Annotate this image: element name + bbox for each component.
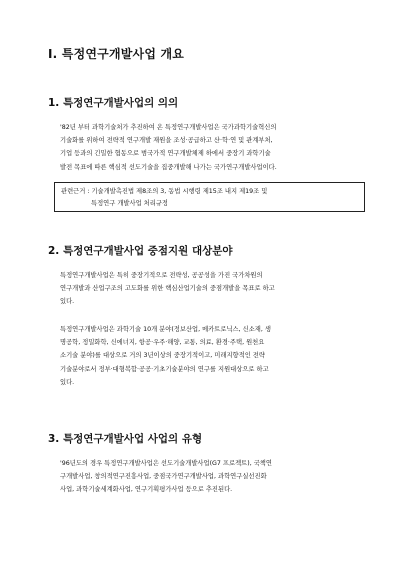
section-1-line-4: 발전 목표에 따른 핵심적 선도기술을 집중개발해 나가는 국가연구개발사업이다. — [60, 163, 277, 171]
section-2-p2-line-3: 소기술 분야)를 대상으로 거의 3년이상의 중장기적이고, 미래지향적인 전략 — [60, 352, 265, 360]
section-2-p2-line-1: 특정연구개발사업은 과학기술 10개 분야(정보산업, 메카트로닉스, 신소재, 생 — [60, 326, 271, 333]
section-2-p2-line-5: 있다. — [60, 378, 75, 386]
section-1-line-3: 기업 등과의 긴밀한 협동으로 범국가적 연구개발체제 하에서 중장기 과학기술 — [60, 150, 271, 158]
section-3-line-2: 구개발사업, 창의적연구진흥사업, 중점국가연구개발사업, 과학연구실선진화 — [60, 473, 267, 481]
section-3-heading: 3. 특정연구개발사업 사업의 유형 — [48, 433, 203, 445]
section-1-paragraph — [60, 121, 360, 174]
section-3-line-1: '96년도의 경우 특정연구개발사업은 선도기술개발사업(G7 프로젝트), 국책연 — [60, 460, 272, 467]
section-2-heading: 2. 특정연구개발사업 중점지원 대상분야 — [48, 245, 233, 257]
section-2-p1-line-1: 특정연구개발사업은 특히 중장기적으로 전략성, 공공성을 가진 국가차원의 — [60, 272, 263, 279]
section-3-line-3: 사업, 과학기술세계화사업, 연구기획평가사업 등으로 추진된다. — [60, 486, 233, 494]
section-1-line-2: 기술화를 위하여 전략적 연구개발 재원을 조성·공급하고 산·학·연 및 관계부처, — [60, 137, 273, 145]
section-1-heading: 1. 특정연구개발사업의 의의 — [48, 97, 179, 109]
reference-box — [54, 182, 365, 212]
reference-line-1: 관련근거 : 기술개발촉진법 제8조의 3, 동법 시행령 제15조 내지 제19조 및 — [61, 188, 268, 195]
section-2-p1-line-3: 있다. — [60, 298, 75, 306]
section-2-p2-line-2: 명공학, 정밀화학, 신에너지, 항공·우주·해양, 교통, 의료, 환경·주택, 원천요 — [60, 339, 265, 347]
section-1-line-1: '82년 부터 과학기술처가 추진하여 온 특정연구개발사업은 국가과학기술혁신의 — [60, 124, 277, 131]
section-2-p2-line-4: 기술분야로서 정부·대형복합·공공·기초기술분야의 연구를 지원대상으로 하고 — [60, 365, 269, 373]
section-2-paragraph-2 — [60, 323, 360, 389]
section-3-paragraph — [60, 457, 360, 497]
section-2-paragraph-1 — [60, 269, 360, 309]
section-2-p1-line-2: 연구개발과 산업구조의 고도화를 위한 핵심산업기술의 중점개발을 목표로 하고 — [60, 285, 275, 293]
document-title: Ⅰ. 특정연구개발사업 개요 — [48, 47, 185, 61]
reference-line-2: 특정연구 개발사업 처리규정 — [91, 200, 168, 207]
